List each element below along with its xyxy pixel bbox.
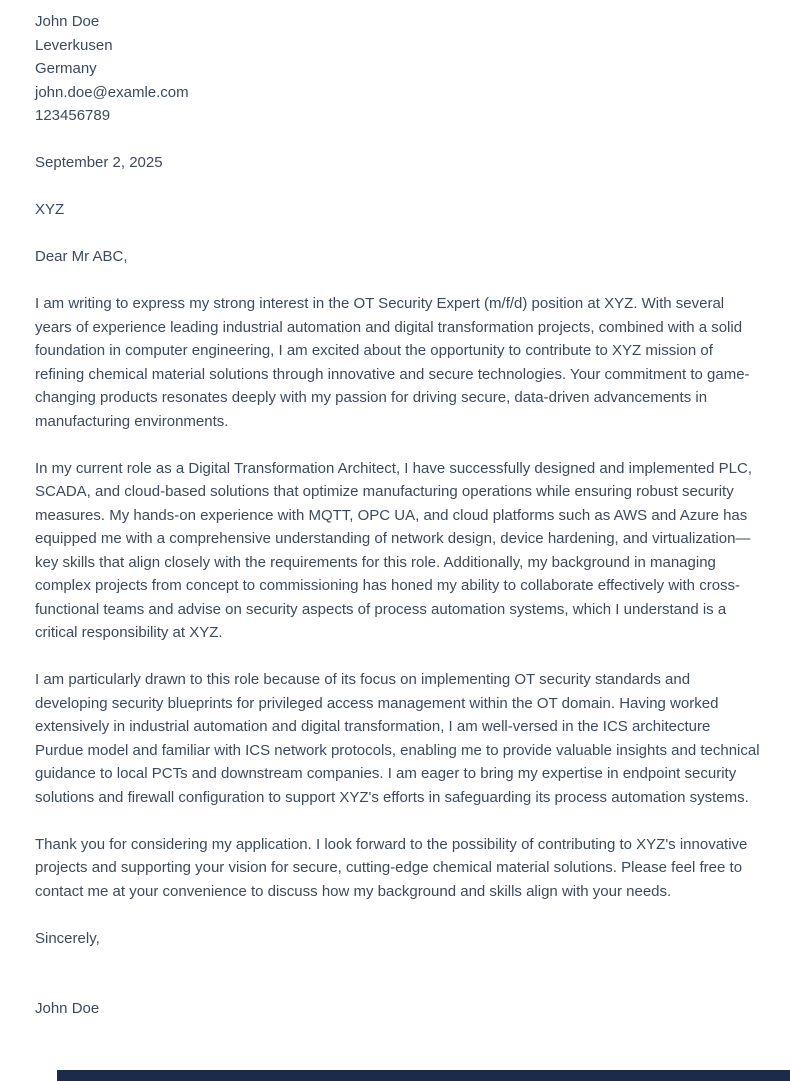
salutation: Dear Mr ABC, xyxy=(35,248,128,265)
closing: Sincerely, xyxy=(35,929,100,947)
recipient-name: XYZ xyxy=(35,201,65,218)
cover-letter-document xyxy=(35,10,760,1044)
sender-country: Germany xyxy=(35,60,97,77)
body-paragraph: I am particularly drawn to this role because of its focus on implementing OT security standards and developing security blueprints for privileged access management within the OT domain. Having worked extensively in industrial automation and digital transformation, I am well-versed in the ICS architecture Purdue model and familiar with ICS network protocols, enabling me to provide valuable insights and technical guidance to local PCTs and downstream companies. I am eager to bring my expertise in endpoint security solutions and firewall configuration to support XYZ's efforts in safeguarding its process automation systems. xyxy=(35,671,760,806)
sender-name: John Doe xyxy=(35,13,100,30)
body-paragraph: I am writing to express my strong interest in the OT Security Expert (m/f/d) position at XYZ. With several years of experience leading industrial automation and digital transformation projects, combined with a solid foundation in computer engineering, I am excited about the opportunity to contribute to XYZ mission of refining chemical material solutions through innovative and secure technologies. Your commitment to game-changing products resonates deeply with my passion for driving secure, data-driven advancements in manufacturing environments. xyxy=(35,295,750,430)
sender-email: john.doe@examle.com xyxy=(35,83,189,101)
letter-date: September 2, 2025 xyxy=(35,154,163,171)
body-paragraph: Thank you for considering my application. I look forward to the possibility of contributing to XYZ's innovative projects and supporting your vision for secure, cutting-edge chemical material solutions. Please feel free to contact me at your convenience to discuss how my background and skills align with your needs. xyxy=(35,835,748,900)
body-paragraph: In my current role as a Digital Transformation Architect, I have successfully designed and implemented PLC, SCADA, and cloud-based solutions that optimize manufacturing operations while ensuring robust security measures. My hands-on experience with MQTT, OPC UA, and cloud platforms such as AWS and Azure has equipped me with a comprehensive understanding of network design, device hardening, and virtualization—key skills that align closely with the requirements for this role. Additionally, my background in managing complex projects from concept to commissioning has honed my ability to collaborate effectively with cross-functional teams and advise on security aspects of process automation systems, which I understand is a critical responsibility at XYZ. xyxy=(35,459,753,641)
sender-contact-block xyxy=(35,10,760,128)
sender-phone: 123456789 xyxy=(35,107,111,124)
signature-name: John Doe xyxy=(35,1000,100,1017)
sender-city: Leverkusen xyxy=(35,36,113,54)
bottom-bar xyxy=(57,1070,790,1081)
